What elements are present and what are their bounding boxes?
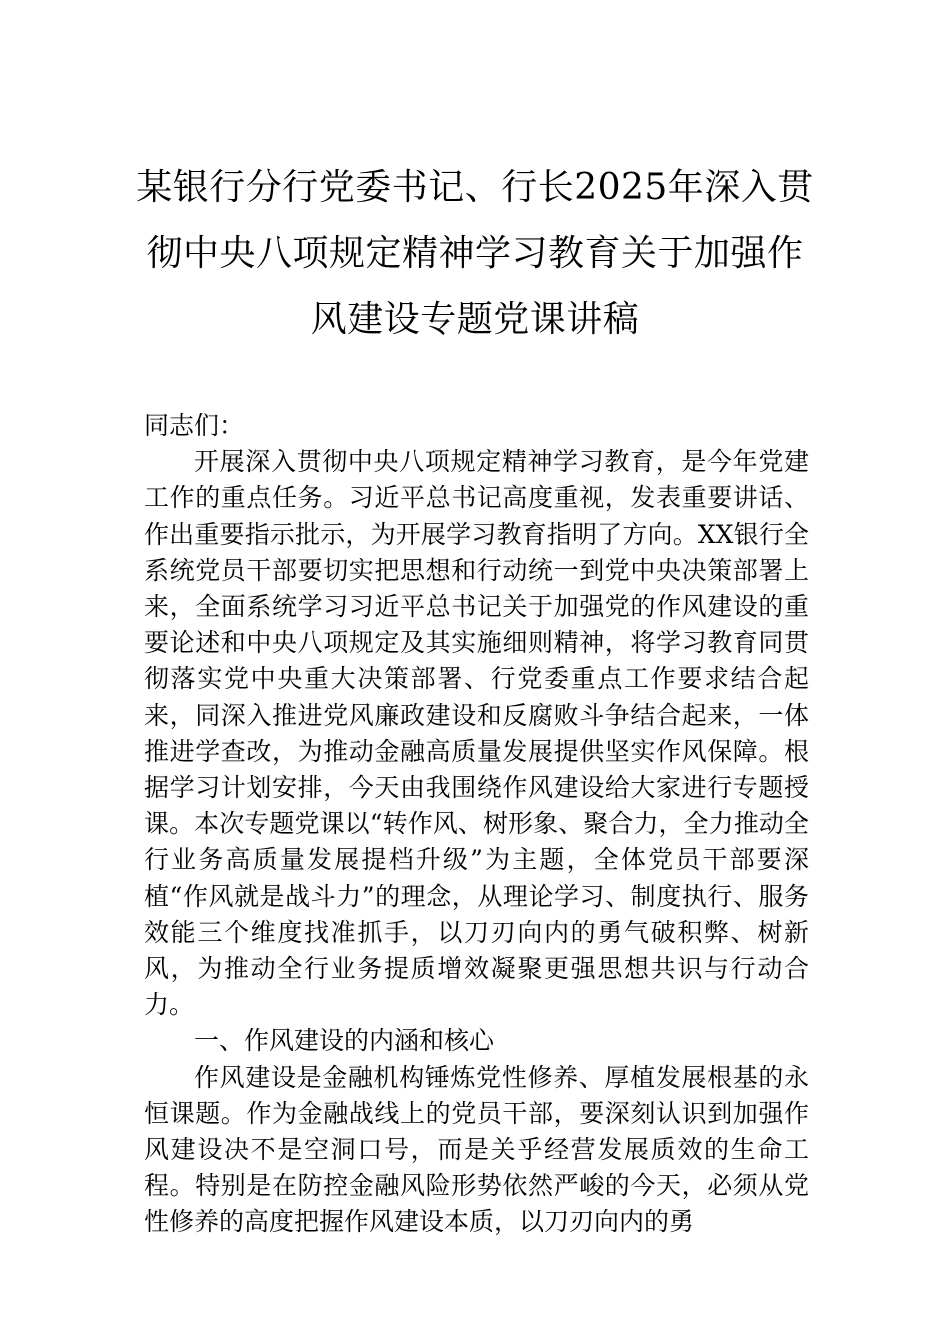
salutation: 同志们： (144, 411, 245, 440)
section-heading: 一、作风建设的内涵和核心 (194, 1026, 495, 1056)
document-title: 某银行分行党委书记、行长2025年深入贯彻中央八项规定精神学习教育关于加强作风建设专题党课讲稿 (136, 167, 814, 340)
intro-paragraph: 开展深入贯彻中央八项规定精神学习教育，是今年党建工作的重点任务。习近平总书记高度重视，发表重要讲话、作出重要指示批示，为开展学习教育指明了方向。XX银行全系统党员干部要切实把思想和行动统一到党中央决策部署上来，全面系统学习习近平总书记关于加强党的作风建设的重要论述和中央八项规定及其实施细则精神，将学习教育同贯彻落实党中央重大决策部署、行党委重点工作要求结合起来，同深入推进党风廉政建设和反腐败斗争结合起来，一体推进学查改，为推动金融高质量发展提供坚实作风保障。根据学习计划安排，今天由我围绕作风建设给大家进行专题授课。本次专题党课以“转作风、树形象、聚合力，全力推动全行业务高质量发展提档升级”为主题，全体党员干部要深植“作风就是战斗力”的理念，从理论学习、制度执行、服务效能三个维度找准抓手，以刀刃向内的勇气破积弊、树新风，为推动全行业务提质增效凝聚更强思想共识与行动合力。 (144, 447, 809, 1020)
body-paragraph: 作风建设是金融机构锤炼党性修养、厚植发展根基的永恒课题。作为金融战线上的党员干部，要深刻认识到加强作风建设决不是空洞口号，而是关乎经营发展质效的生命工程。特别是在防控金融风险形势依然严峻的今天，必须从党性修养的高度把握作风建设本质，以刀刃向内的勇 (144, 1062, 809, 1237)
document-body (144, 408, 809, 1241)
